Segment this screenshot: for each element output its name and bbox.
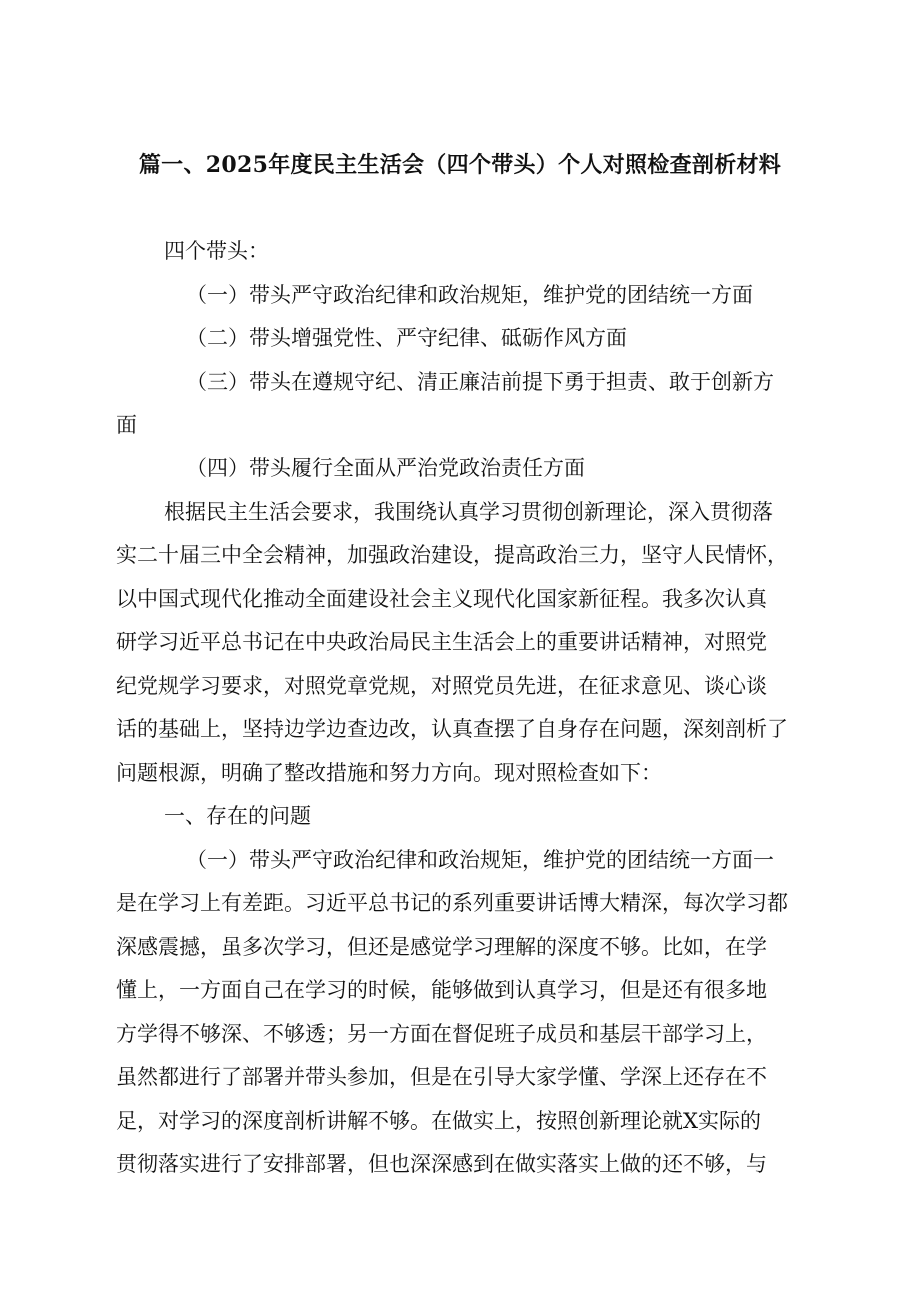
paragraph1-line: 以中国式现代化推动全面建设社会主义现代化国家新征程。我多次认真 <box>116 587 767 611</box>
item-line-3: （三）带头在遵规守纪、清正廉洁前提下勇于担责、敢于创新方 <box>186 370 774 394</box>
paragraph1-line: 根据民主生活会要求，我围绕认真学习贯彻创新理论，深入贯彻落 <box>164 500 773 524</box>
document-title: 篇一、2025年度民主生活会（四个带头）个人对照检查剖析材料 <box>138 152 782 178</box>
paragraph2-line: 方学得不够深、不够透；另一方面在督促班子成员和基层干部学习上， <box>116 1022 767 1046</box>
paragraph2-line: 是在学习上有差距。习近平总书记的系列重要讲话博大精深，每次学习都 <box>116 891 788 915</box>
paragraph1-line: 话的基础上，坚持边学边查边改，认真查摆了自身存在问题，深刻剖析了 <box>116 717 788 741</box>
paragraph1-line: 问题根源，明确了整改措施和努力方向。现对照检查如下： <box>116 761 662 785</box>
item-line-3-continued: 面 <box>116 413 137 437</box>
paragraph1-line: 纪党规学习要求，对照党章党规，对照党员先进，在征求意见、谈心谈 <box>116 674 767 698</box>
paragraph2-line: 深感震撼，虽多次学习，但还是感觉学习理解的深度不够。比如，在学 <box>116 935 767 959</box>
paragraph2-line: 足，对学习的深度剖析讲解不够。在做实上，按照创新理论就X实际的 <box>116 1109 761 1133</box>
paragraph1-line: 实二十届三中全会精神，加强政治建设，提高政治三力，坚守人民情怀， <box>116 543 788 567</box>
paragraph2-line: 懂上，一方面自己在学习的时候，能够做到认真学习，但是还有很多地 <box>116 978 767 1002</box>
item-line-2: （二）带头增强党性、严守纪律、砥砺作风方面 <box>186 326 627 350</box>
item-line-1: （一）带头严守政治纪律和政治规矩，维护党的团结统一方面 <box>186 283 753 307</box>
section-heading: 一、存在的问题 <box>164 804 311 828</box>
paragraph2-line: 虽然都进行了部署并带头参加，但是在引导大家学懂、学深上还存在不 <box>116 1065 767 1089</box>
paragraph1-line: 研学习近平总书记在中央政治局民主生活会上的重要讲话精神，对照党 <box>116 630 767 654</box>
paragraph2-line: （一）带头严守政治纪律和政治规矩，维护党的团结统一方面一 <box>186 848 774 872</box>
paragraph2-line: 贯彻落实进行了安排部署，但也深深感到在做实落实上做的还不够，与 <box>116 1152 767 1176</box>
item-line-4: （四）带头履行全面从严治党政治责任方面 <box>186 456 585 480</box>
intro-label: 四个带头： <box>164 239 269 263</box>
